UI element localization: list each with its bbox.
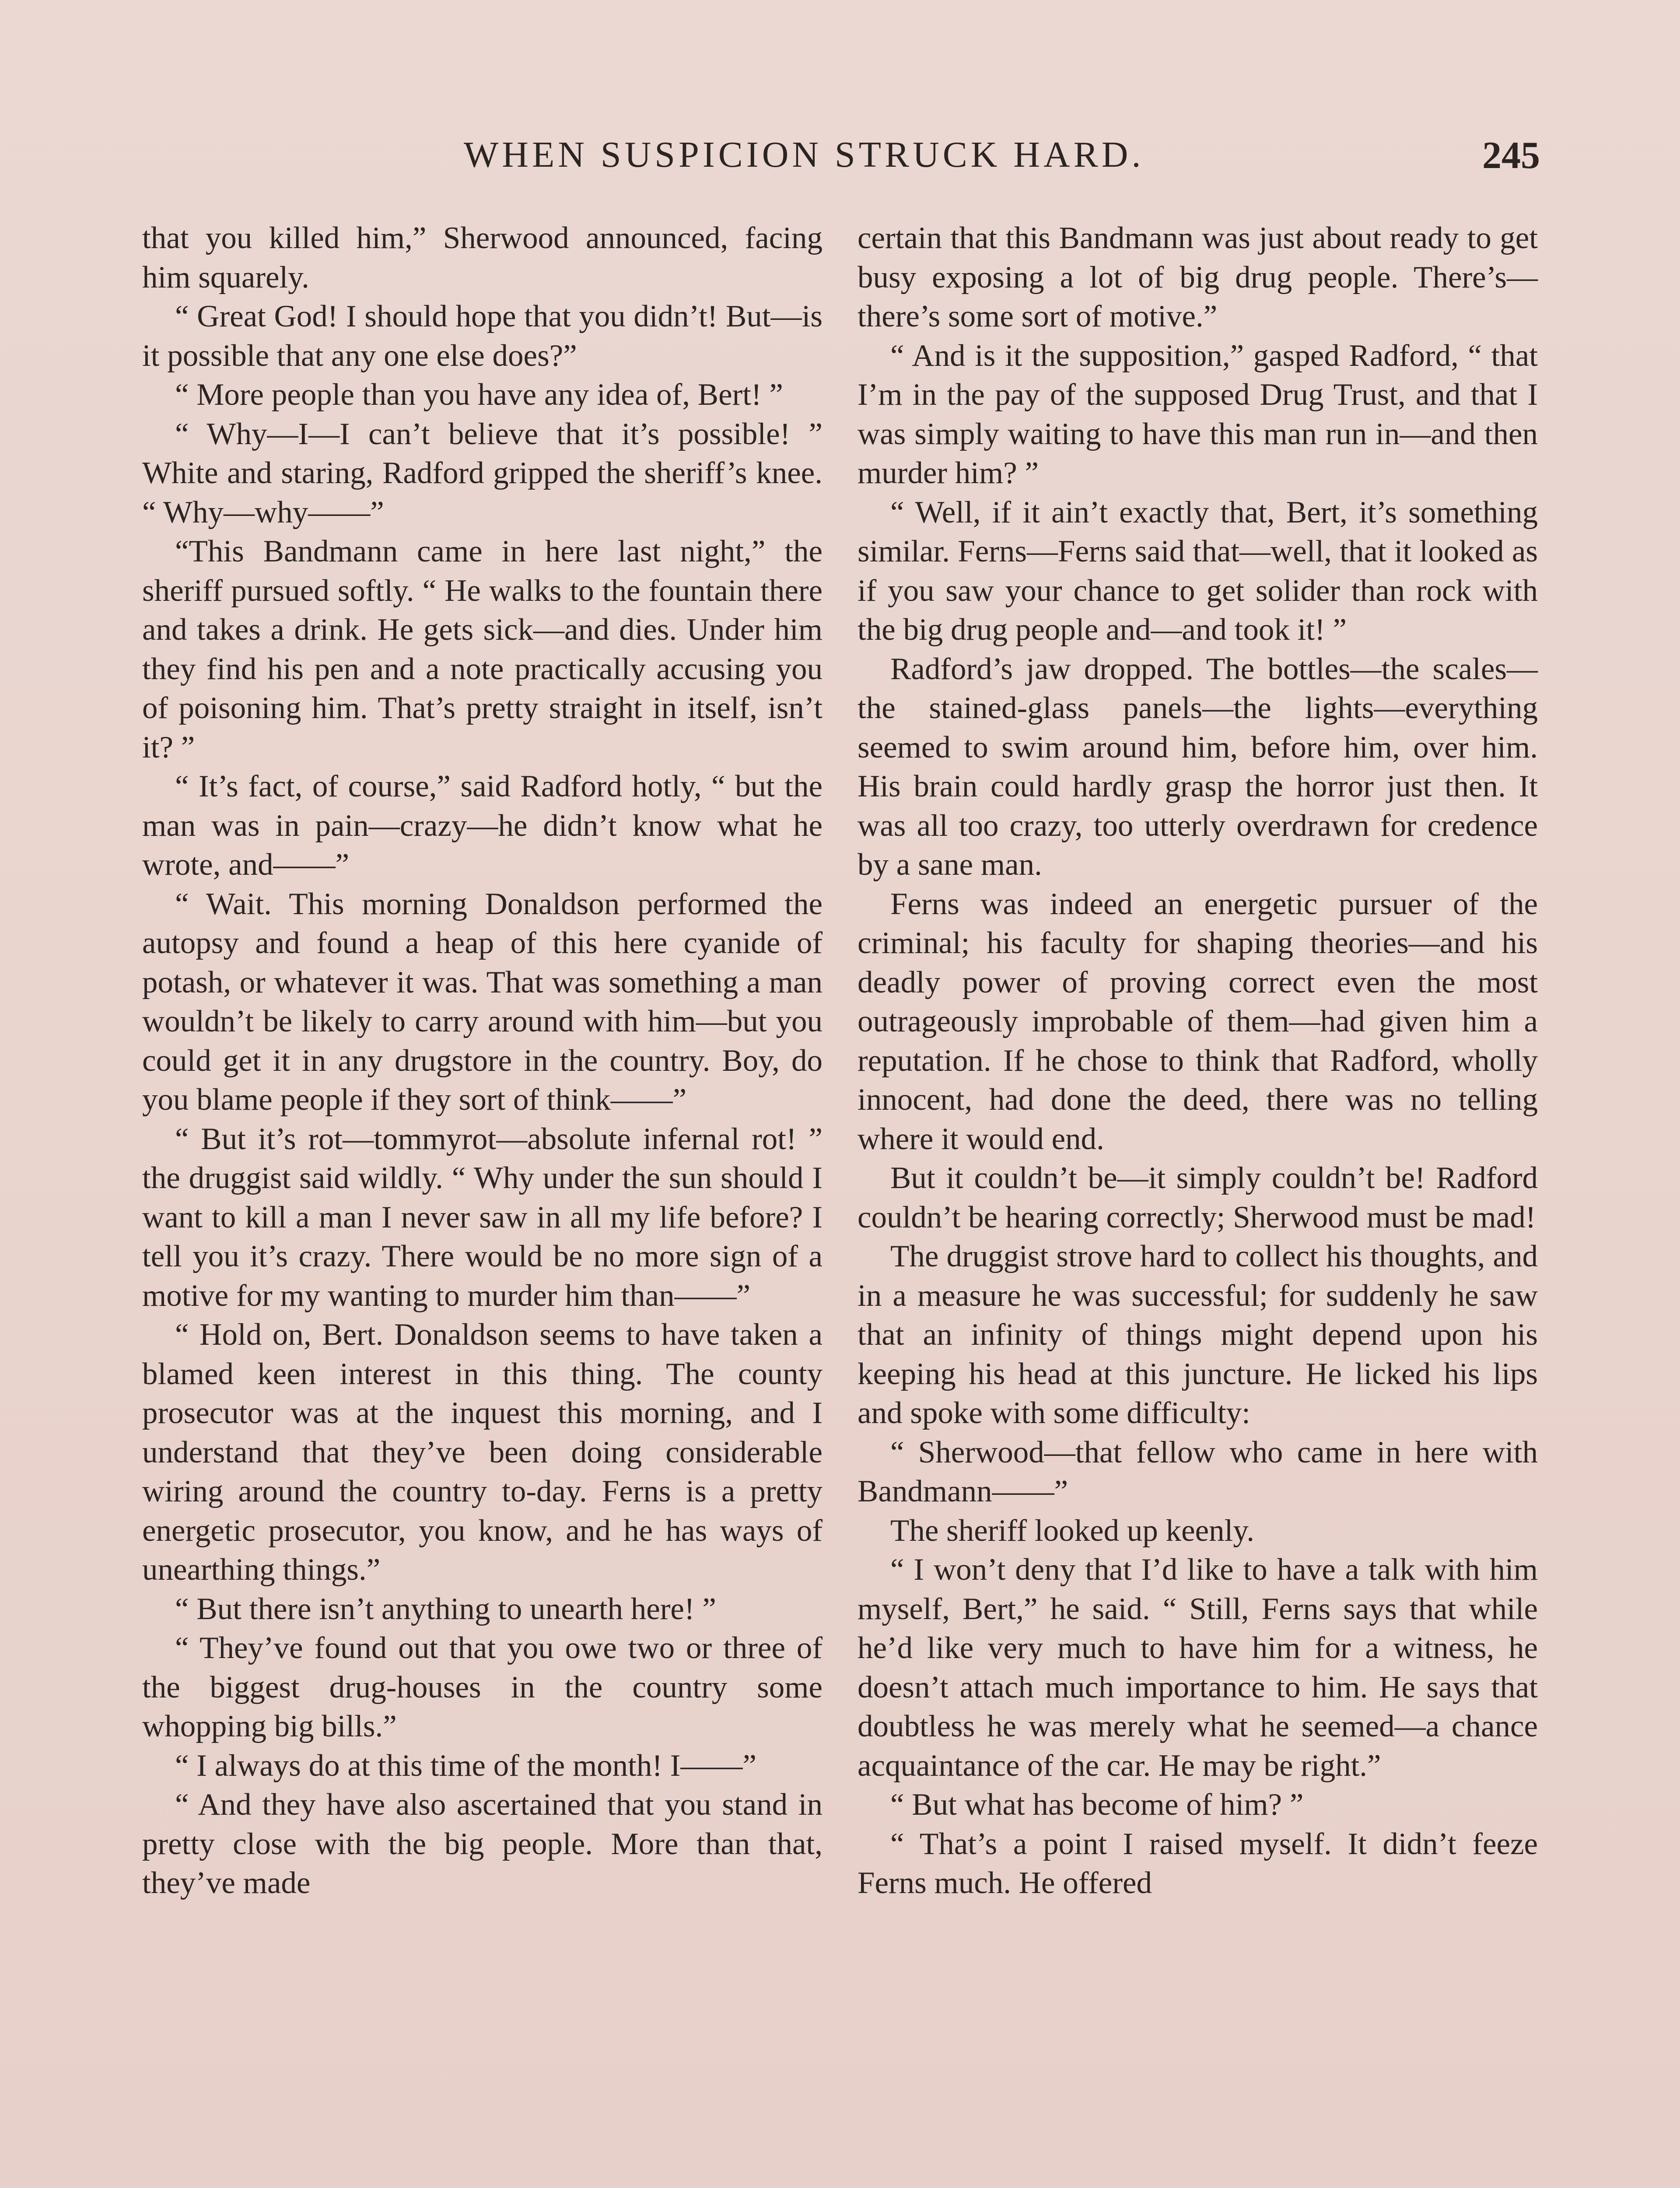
- paragraph: “ But it’s rot—tommyrot—absolute infernal rot! ” the druggist said wildly. “ Why under the sun should I want to kill a man I never saw in all my life before? I tell you it’s crazy. There would be no more sign of a motive for my wanting to murder him than——”: [142, 1122, 822, 1313]
- right-column: [858, 219, 1538, 1903]
- paragraph: “ That’s a point I raised myself. It didn’t feeze Ferns much. He offered: [858, 1827, 1538, 1900]
- paragraph: “ I won’t deny that I’d like to have a talk with him myself, Bert,” he said. “ Still, Ferns says that while he’d like very much to have him for a witness, he doesn’t attach much importance to him. He says that doubtless he was merely what he seemed—a chance acquaintance of the car. He may be right.”: [858, 1553, 1538, 1783]
- paragraph: Radford’s jaw dropped. The bottles—the scales—the stained-glass panels—the lights—everything seemed to swim around him, before him, over him. His brain could hardly grasp the horror just then. It was all too crazy, too utterly overdrawn for credence by a sane man.: [858, 652, 1538, 882]
- paragraph: “ Well, if it ain’t exactly that, Bert, it’s something similar. Ferns—Ferns said that—well, that it looked as if you saw your chance to get solider than rock with the big drug people and—and took it! ”: [858, 495, 1538, 647]
- paragraph: “ Why—I—I can’t believe that it’s possible! ” White and staring, Radford gripped the sheriff’s knee. “ Why—why——”: [142, 417, 822, 529]
- paragraph: The sheriff looked up keenly.: [890, 1513, 1255, 1548]
- paragraph: “ But there isn’t anything to unearth here! ”: [175, 1592, 716, 1626]
- paragraph: “ And is it the supposition,” gasped Radford, “ that I’m in the pay of the supposed Drug Trust, and that I was simply waiting to have this man run in—and then murder him? ”: [858, 338, 1538, 490]
- paragraph: “ Sherwood—that fellow who came in here with Bandmann——”: [858, 1435, 1538, 1508]
- paragraph: “ I always do at this time of the month! I——”: [175, 1748, 756, 1783]
- running-head: WHEN SUSPICION STRUCK HARD.: [464, 134, 1144, 175]
- paragraph: “ It’s fact, of course,” said Radford hotly, “ but the man was in pain—crazy—he didn’t know what he wrote, and——”: [142, 769, 822, 882]
- page-number: 245: [1482, 134, 1540, 177]
- paragraph: “ They’ve found out that you owe two or three of the biggest drug-houses in the country some whopping big bills.”: [142, 1631, 822, 1743]
- paragraph: that you killed him,” Sherwood announced, facing him squarely.: [142, 221, 822, 295]
- paragraph: The druggist strove hard to collect his thoughts, and in a measure he was successful; for suddenly he saw that an infinity of things might depend upon his keeping his head at this juncture. He licked his lips and spoke with some difficulty:: [858, 1239, 1538, 1430]
- paragraph: “ Hold on, Bert. Donaldson seems to have taken a blamed keen interest in this thing. The county prosecutor was at the inquest this morning, and I understand that they’ve been doing considerable wiring around the country to-day. Ferns is a pretty energetic prosecutor, you know, and he has ways of unearthing things.”: [142, 1318, 822, 1587]
- paragraph: “ Wait. This morning Donaldson performed the autopsy and found a heap of this here cyanide of potash, or whatever it was. That was something a man wouldn’t be likely to carry around with him—but you could get it in any drugstore in the country. Boy, do you blame people if they sort of think——”: [142, 887, 822, 1117]
- paragraph: certain that this Bandmann was just about ready to get busy exposing a lot of big drug people. There’s—there’s some sort of motive.”: [858, 221, 1538, 333]
- paragraph: Ferns was indeed an energetic pursuer of the criminal; his faculty for shaping theories—and his deadly power of proving correct even the most outrageously improbable of them—had given him a reputation. If he chose to think that Radford, wholly innocent, had done the deed, there was no telling where it would end.: [858, 887, 1538, 1156]
- paragraph: “ Great God! I should hope that you didn’t! But—is it possible that any one else does?”: [142, 299, 822, 373]
- page-header: [140, 133, 1540, 182]
- left-column: [142, 219, 822, 1903]
- paragraph: “ More people than you have any idea of, Bert! ”: [175, 378, 783, 412]
- paragraph: “This Bandmann came in here last night,” the sheriff pursued softly. “ He walks to the fountain there and takes a drink. He gets sick—and dies. Under him they find his pen and a note practically accusing you of poisoning him. That’s pretty straight in itself, isn’t it? ”: [142, 534, 822, 764]
- paragraph: But it couldn’t be—it simply couldn’t be! Radford couldn’t be hearing correctly; Sherwood must be mad!: [858, 1161, 1538, 1234]
- paragraph: “ But what has become of him? ”: [890, 1788, 1304, 1822]
- paragraph: “ And they have also ascertained that you stand in pretty close with the big people. More than that, they’ve made: [142, 1788, 822, 1900]
